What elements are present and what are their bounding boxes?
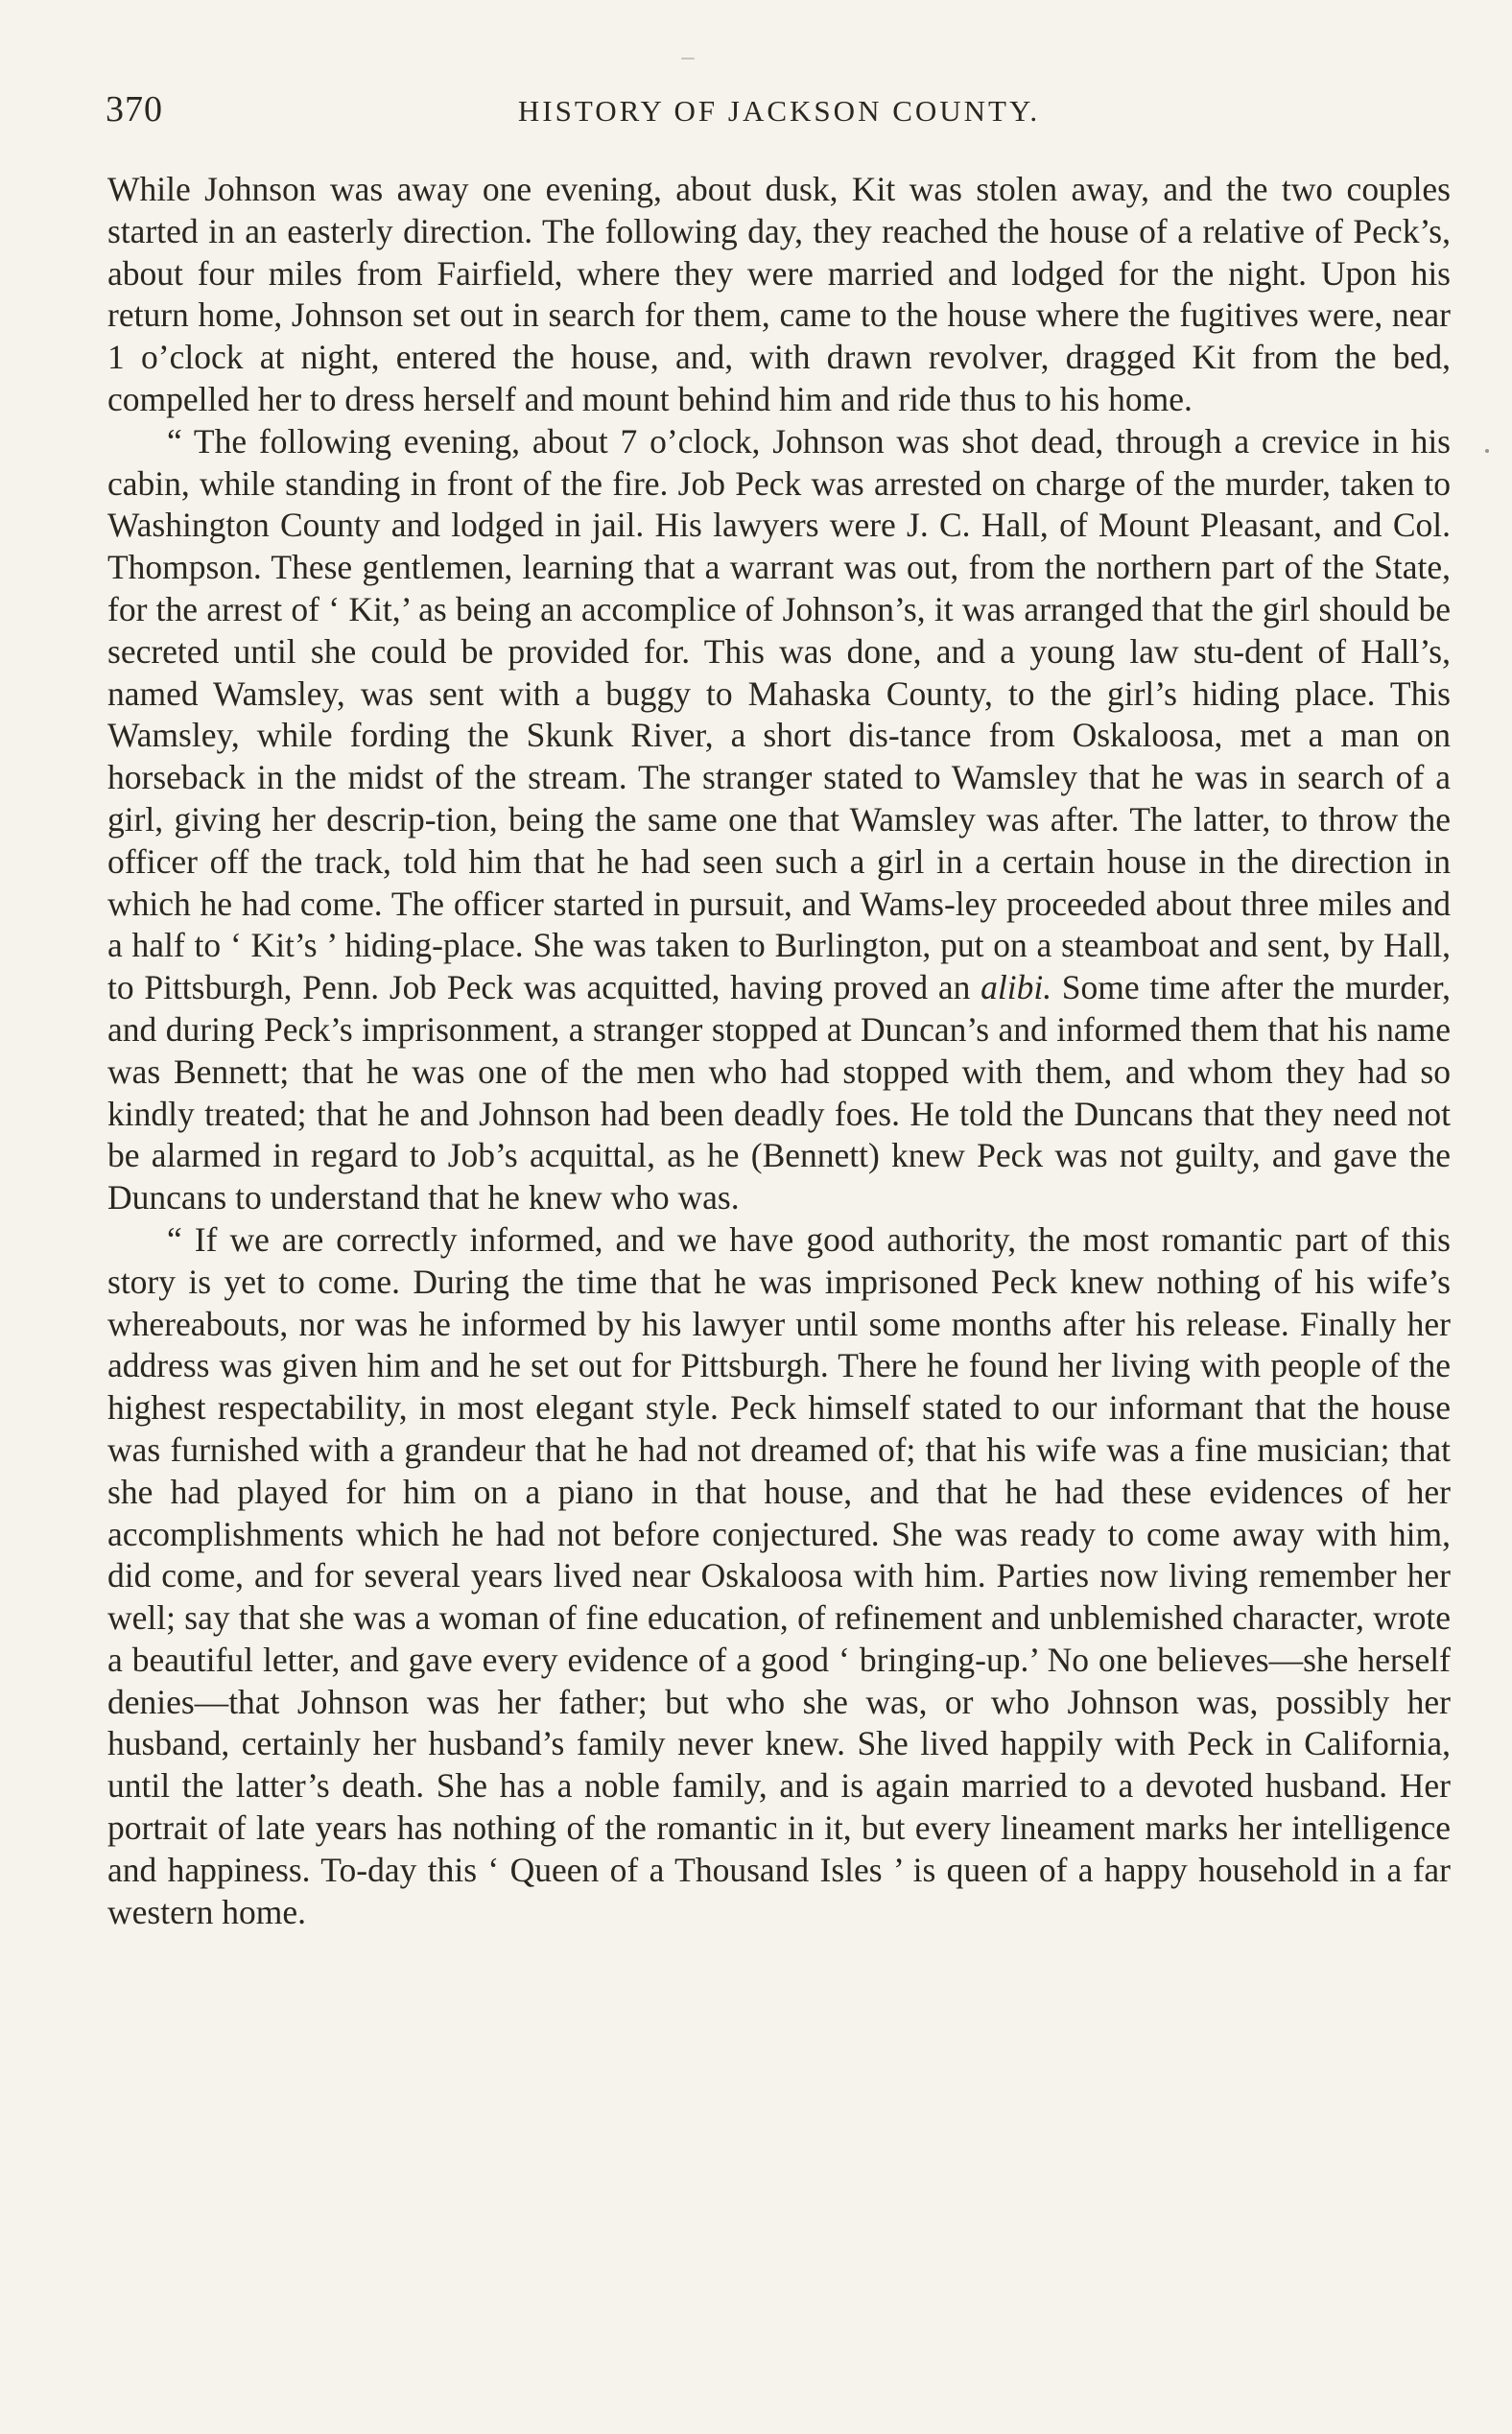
paragraph	[107, 1219, 1451, 1934]
paper-speck	[1485, 449, 1489, 453]
paragraph	[107, 169, 1451, 421]
text-run: Some time after the murder, and during Peck’s imprisonment, a stranger stopped at Duncan’s and informed them that his name was Bennett; that he was one of the men who had stopped with them, and whom they had so kindly treated; that he and Johnson had been deadly foes. He told the Duncans that they need not be alarmed in regard to Job’s acquittal, as he (Bennett) knew Peck was not guilty, and gave the Duncans to understand that he knew who was.	[107, 968, 1451, 1217]
paper-speck	[681, 58, 695, 59]
text-run: “ The following evening, about 7 o’clock, Johnson was shot dead, through a crevice in his cabin, while standing in front of the fire. Job Peck was arrested on charge of the murder, taken to Washington County and lodged in jail. His lawyers were J. C. Hall, of Mount Pleasant, and Col. Thompson. These gentlemen, learning that a warrant was out, from the northern part of the State, for the arrest of ‘ Kit,’ as being an accomplice of Johnson’s, it was arranged that the girl should be secreted until she could be provided for. This was done, and a young law stu-dent of Hall’s, named Wamsley, was sent with a buggy to Mahaska County, to the girl’s hiding place. This Wamsley, while fording the Skunk River, a short dis-tance from Oskaloosa, met a man on horseback in the midst of the stream. The stranger stated to Wamsley that he was in search of a girl, giving her descrip-tion, being the same one that Wamsley was after. The latter, to throw the officer off the track, told him that he had seen such a girl in a certain house in the direction in which he had come. The officer started in pursuit, and Wams-ley proceeded about three miles and a half to ‘ Kit’s ’ hiding-place. She was taken to Burlington, put on a steamboat and sent, by Hall, to Pittsburgh, Penn. Job Peck was acquitted, having proved an	[107, 421, 1451, 1007]
text-run: “ If we are correctly informed, and we have good authority, the most romantic part of this story is yet to come. During the time that he was imprisoned Peck knew nothing of his wife’s whereabouts, nor was he informed by his lawyer until some months after his release. Finally her address was given him and he set out for Pittsburgh. There he found her living with people of the highest respectability, in most elegant style. Peck himself stated to our informant that the house was furnished with a grandeur that he had not dreamed of; that his wife was a fine musician; that she had played for him on a piano in that house, and that he had these evidences of her accomplishments which he had not before conjectured. She was ready to come away with him, did come, and for several years lived near Oskaloosa with him. Parties now living remember her well; say that she was a woman of fine education, of refinement and unblemished character, wrote a beautiful letter, and gave every evidence of a good ‘ bringing-up.’ No one believes—she herself denies—that Johnson was her father; but who she was, or who Johnson was, possibly her husband, certainly her husband’s family never knew. She lived happily with Peck in California, until the latter’s death. She has a noble family, and is again married to a devoted husband. Her portrait of late years has nothing of the romantic in it, but every lineament marks her intelligence and happiness. To-day this ‘ Queen of a Thousand Isles ’ is queen of a happy household in a far western home.	[107, 1219, 1451, 1931]
page-number: 370	[106, 89, 163, 130]
body-text	[107, 169, 1451, 1933]
paragraph	[107, 421, 1451, 1219]
page-header	[106, 88, 1453, 136]
running-title: HISTORY OF JACKSON COUNTY.	[517, 94, 1041, 128]
italic-text-run: alibi.	[980, 968, 1052, 1007]
text-run: While Johnson was away one evening, about dusk, Kit was stolen away, and the two couples started in an easterly direction. The following day, they reached the house of a relative of Peck’s, about four miles from Fairfield, where they were married and lodged for the night. Upon his return home, Johnson set out in search for them, came to the house where the fugitives were, near 1 o’clock at night, entered the house, and, with drawn revolver, dragged Kit from the bed, compelled her to dress herself and mount behind him and ride thus to his home.	[107, 170, 1451, 418]
